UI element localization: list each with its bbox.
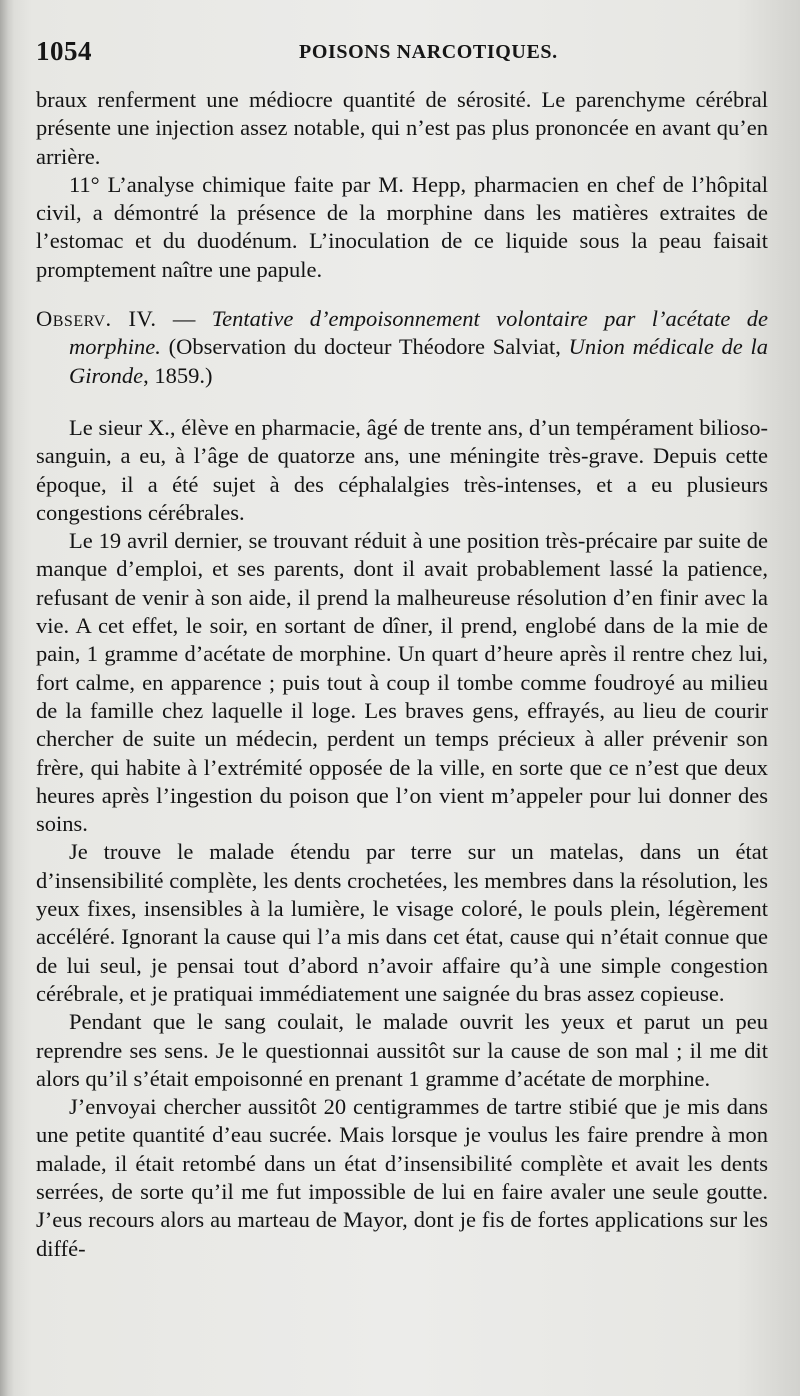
page-gutter-shadow	[0, 0, 14, 1396]
observation-dash: —	[156, 306, 212, 332]
paragraph-poisoning-event: Le 19 avril dernier, se trouvant réduit à une position très-précaire par suite de manque d’emploi, et ses parents, dont il avait probablement lassé la patience, refusant de venir à son aide, il prend la malheureuse résolution d’en finir avec la vie. A cet effet, le soir, en sortant de dîner, il prend, englobé dans de la mie de pain, 1 gramme d’acétate de morphine. Un quart d’heure après il rentre chez lui, fort calme, en apparence ; puis tout à coup il tombe comme foudroyé au milieu de la famille chez laquelle il loge. Les braves gens, effrayés, au lieu de courir chercher de suite un médecin, perdent un temps précieux à aller prévenir son frère, qui habite à l’extrémité opposée de la ville, en sorte que ce n’est que deux heures après l’ingestion du poison que l’on vient m’appeler pour lui donner des soins.	[36, 528, 768, 837]
running-title: POISONS NARCOTIQUES.	[299, 41, 558, 63]
observation-source-journal: Union médicale de la Gironde	[69, 334, 768, 388]
observation-source-close: , 1859.)	[143, 362, 213, 388]
observation-title: Tentative d’empoisonnement volontaire par l’acétate de morphine.	[69, 306, 769, 360]
paragraph-confession: Pendant que le sang coulait, le malade ouvrit les yeux et parut un peu reprendre ses sens. Je le questionnai aussitôt sur la cause de son mal ; il me dit alors qu’il s’était empoisonné en prenant 1 gramme d’acétate de morphine.	[36, 1009, 768, 1091]
paragraph-patient-history: Le sieur X., élève en pharmacie, âgé de trente ans, d’un tempérament bilioso-sanguin, a eu, à l’âge de quatorze ans, une méningite très-grave. Depuis cette époque, il a été sujet à des céphalalgies très-intenses, et a eu plusieurs congestions cérébrales.	[36, 414, 768, 525]
paragraph-treatment: J’envoyai chercher aussitôt 20 centigrammes de tartre stibié que je mis dans une petite quantité d’eau sucrée. Mais lorsque je voulus les faire prendre à mon malade, il était retombé dans un état d’insensibilité complète et avait les dents serrées, de sorte qu’il me fut impossible de lui en faire avaler une seule goutte. J’eus recours alors au marteau de Mayor, dont je fis de fortes applications sur les diffé-	[36, 1094, 768, 1261]
page-number: 1054	[36, 36, 92, 66]
paragraph-examination: Je trouve le malade étendu par terre sur un matelas, dans un état d’insensibilité complète, les dents crochetées, les membres dans la résolution, les yeux fixes, insensibles à la lumière, le visage coloré, le pouls plein, légèrement accéléré. Ignorant la cause qui l’a mis dans cet état, cause qui n’était connue que de lui seul, je pensai tout d’abord n’avoir affaire qu’à une simple congestion cérébrale, et je pratiquai immédiatement une saignée du bras assez copieuse.	[36, 839, 768, 1006]
observation-source-open: (Observation du docteur Théodore Salviat,	[160, 334, 569, 360]
paragraph-continuation: braux renferment une médiocre quantité de sérosité. Le parenchyme cérébral présente une injection assez notable, qui n’est pas plus prononcée en avant qu’en arrière.	[36, 87, 768, 169]
observation-label: Observ. IV.	[36, 306, 157, 332]
page-body	[36, 86, 768, 1263]
observation-heading	[36, 305, 768, 390]
paragraph-chemical-analysis: 11° L’analyse chimique faite par M. Hepp, pharmacien en chef de l’hôpital civil, a démontré la présence de la morphine dans les matières extraites de l’estomac et du duodénum. L’inoculation de ce liquide sous la peau faisait promptement naître une papule.	[36, 171, 768, 282]
page-header	[36, 36, 760, 70]
